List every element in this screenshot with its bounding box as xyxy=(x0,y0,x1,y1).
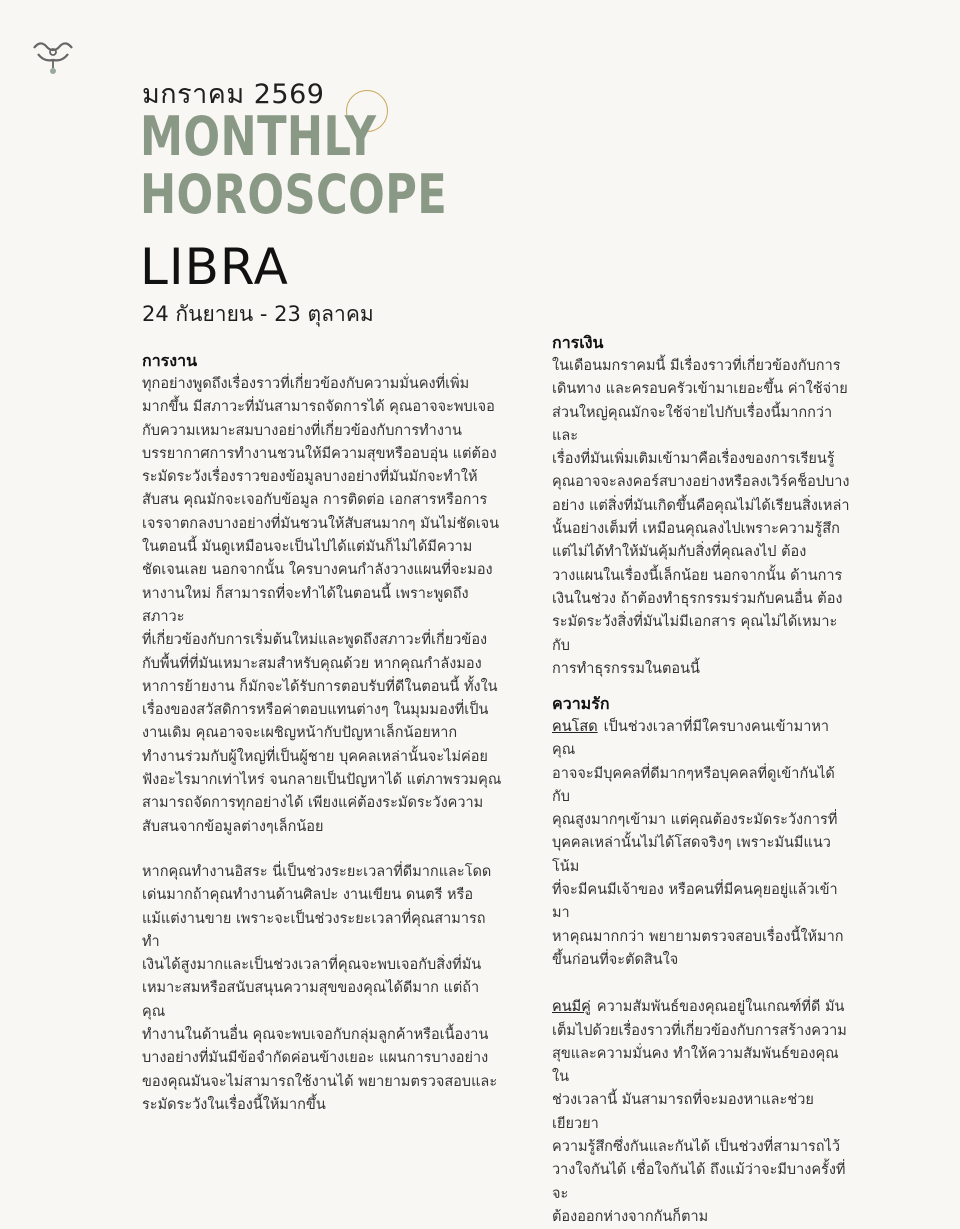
work-paragraph-1: ทุกอย่างพูดถึงเรื่องราวที่เกี่ยวข้องกับความมั่นคงที่เพิ่ม มากขึ้น มีสภาวะที่มันสามารถจัดการได้ คุณอาจจะพบเจอ กับความเหมาะสมบางอย่างที่เกี่ยวข้องกับการทำงาน บรรยากาศการทำงานชวนให้มีความสุขหรืออบอุ่น แต่ต้อง ระมัดระวังเรื่องราวของข้อมูลบางอย่างที่มันมักจะทำให้ สับสน คุณมักจะเจอกับข้อมูล การติดต่อ เอกสารหรือการ เจรจาตกลงบางอย่างที่มันชวนให้สับสนมากๆ มันไม่ชัดเจน ในตอนนี้ มันดูเหมือนจะเป็นไปได้แต่มันก็ไม่ได้มีความ ชัดเจนเลย นอกจากนั้น ใครบางคนกำลังวางแผนที่จะมอง หางานใหม่ ก็สามารถที่จะทำได้ในตอนนี้ เพราะพูดถึงสภาวะ ที่เกี่ยวข้องกับการเริ่มต้นใหม่และพูดถึงสภาวะที่เกี่ยวข้อง กับพื้นที่ที่มันเหมาะสมสำหรับคุณด้วย หากคุณกำลังมอง หาการย้ายงาน ก็มักจะได้รับการตอบรับที่ดีในตอนนี้ ทั้งใน เรื่องของสวัสดิการหรือค่าตอบแทนต่างๆ ในมุมมองที่เป็น งานเดิม คุณอาจจะเผชิญหน้ากับปัญหาเล็กน้อยหาก ทำงานร่วมกับผู้ใหญ่ที่เป็นผู้ชาย บุคคลเหล่านั้นจะไม่ค่อย ฟังอะไรมากเท่าไหร่ จนกลายเป็นปัญหาได้ แต่ภาพรวมคุณ สามารถจัดการทุกอย่างได้ เพียงแค่ต้องระมัดระวังความ สับสนจากข้อมูลต่างๆเล็กน้อย xyxy=(142,376,502,835)
work-heading: การงาน xyxy=(142,351,197,370)
zodiac-sign-name: LIBRA xyxy=(140,238,289,296)
paragraph-spacer xyxy=(552,972,852,996)
title-line-1: MONTHLY xyxy=(140,105,377,168)
zodiac-date-range: 24 กันยายน - 23 ตุลาคม xyxy=(142,302,374,326)
single-label: คนโสด xyxy=(552,719,598,735)
love-couple xyxy=(552,996,852,1229)
money-heading: การเงิน xyxy=(552,333,604,352)
money-text: ในเดือนมกราคมนี้ มีเรื่องราวที่เกี่ยวข้องกับการ เดินทาง และครอบครัวเข้ามาเยอะขึ้น ค่าใช้จ่าย ส่วนใหญ่คุณมักจะใช้จ่ายไปกับเรื่องนี้มากกว่า และ เรื่องที่มันเพิ่มเติมเข้ามาคือเรื่องของการเรียนรู้ คุณอาจจะลงคอร์สบางอย่างหรือลงเวิร์คช็อปบาง อย่าง แต่สิ่งที่มันเกิดขึ้นคือคุณไม่ได้เรียนสิ่งเหล่า นั้นอย่างเต็มที่ เหมือนคุณลงไปเพราะความรู้สึก แต่ไม่ได้ทำให้มันคุ้มกับสิ่งที่คุณลงไป ต้อง วางแผนในเรื่องนี้เล็กน้อย นอกจากนั้น ด้านการ เงินในช่วง ถ้าต้องทำธุรกรรมร่วมกับคนอื่น ต้อง ระมัดระวังสิ่งที่มันไม่มีเอกสาร คุณไม่ได้เหมาะกับ การทำธุรกรรมในตอนนี้ xyxy=(552,358,850,677)
page-title xyxy=(140,105,448,226)
libra-scales-logo-icon xyxy=(30,38,76,80)
couple-label: คนมีคู่ xyxy=(552,999,591,1016)
month-label: มกราคม 2569 xyxy=(142,79,325,110)
love-single xyxy=(552,716,852,972)
love-heading: ความรัก xyxy=(552,694,610,713)
love-section xyxy=(552,692,852,1229)
work-paragraph-2: หากคุณทำงานอิสระ นี่เป็นช่วงระยะเวลาที่ดีมากและโดด เด่นมากถ้าคุณทำงานด้านศิลปะ งานเขียน ดนตรี หรือ แม้แต่งานขาย เพราะจะเป็นช่วงระยะเวลาที่คุณสามารถทำ เงินได้สูงมากและเป็นช่วงเวลาที่คุณจะพบเจอกับสิ่งที่มัน เหมาะสมหรือสนับสนุนความสุขของคุณได้ดีมาก แต่ถ้าคุณ ทำงานในด้านอื่น คุณจะพบเจอกับกลุ่มลูกค้าหรือเนื้องาน บางอย่างที่มันมีข้อจำกัดค่อนข้างเยอะ แผนการบางอย่าง ของคุณมันจะไม่สามารถใช้งานได้ พยายามตรวจสอบและ ระมัดระวังในเรื่องนี้ให้มากขึ้น xyxy=(142,863,498,1113)
couple-text: ความสัมพันธ์ของคุณอยู่ในเกณฑ์ที่ดี มัน เต็มไปด้วยเรื่องราวที่เกี่ยวข้องกับการสร้างความ สุขและความมั่นคง ทำให้ความสัมพันธ์ของคุณใน ช่วงเวลานี้ มันสามารถที่จะมองหาและช่วยเยียวยา ความรู้สึกซึ่งกันและกันได้ เป็นช่วงที่สามารถไว้ วางใจกันได้ เชื่อใจกันได้ ถึงแม้ว่าจะมีบางครั้งที่จะ ต้องออกห่างจากกันก็ตาม xyxy=(552,999,847,1225)
single-text: เป็นช่วงเวลาที่มีใครบางคนเข้ามาหาคุณ อาจจะมีบุคคลที่ดีมากๆหรือบุคคลที่ดูเข้ากันได้กับ คุณสูงมากๆเข้ามา แต่คุณต้องระมัดระวังการที่ บุคคลเหล่านั้นไม่ได้โสดจริงๆ เพราะมันมีแนวโน้ม ที่จะมีคนมีเจ้าของ หรือคนที่มีคนคุยอยู่แล้วเข้ามา หาคุณมากกว่า พยายามตรวจสอบเรื่องนี้ให้มาก ขึ้นก่อนที่จะตัดสินใจ xyxy=(552,719,844,968)
money-section xyxy=(552,331,852,681)
title-line-2: HOROSCOPE xyxy=(140,163,448,226)
paragraph-spacer xyxy=(142,839,502,861)
work-section xyxy=(142,349,502,1117)
